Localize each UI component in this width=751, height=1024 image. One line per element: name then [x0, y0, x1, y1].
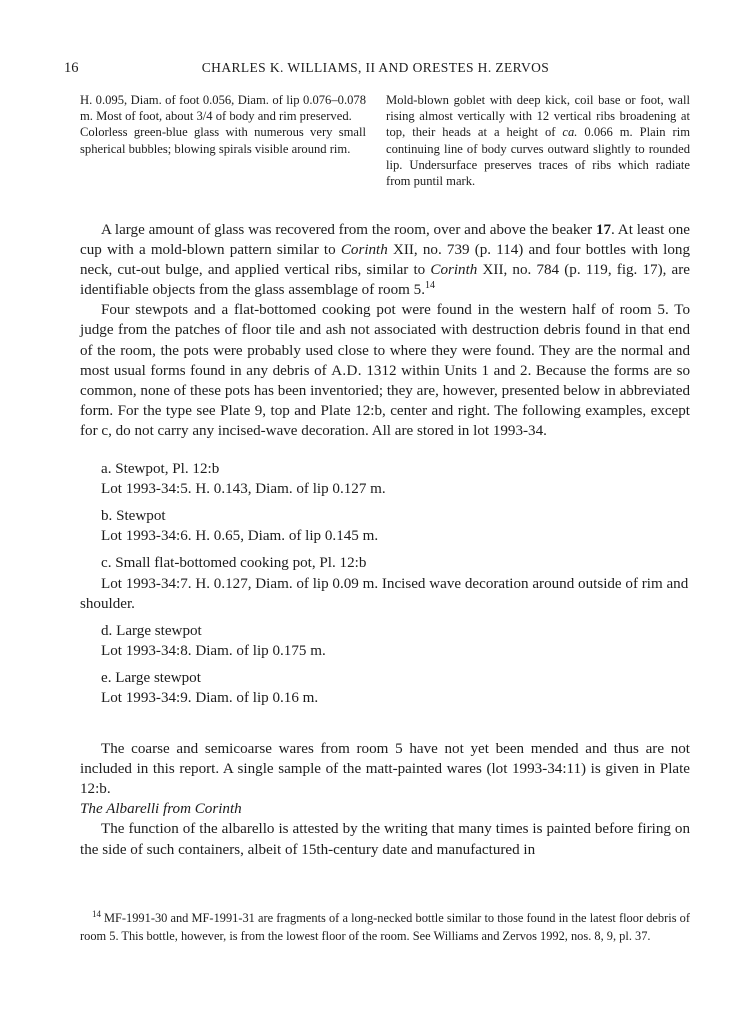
entry-detail: Lot 1993-34:5. H. 0.143, Diam. of lip 0.127 m.: [101, 481, 386, 498]
entry-title: c. Small flat-bottomed cooking pot, Pl. 12:b: [101, 555, 367, 572]
body-text: [80, 220, 690, 860]
paragraph-stewpots: Four stewpots and a flat-bottomed cooking pot were found in the western half of room 5. To judge from the patches of floor tile and ash not associated with destruction debris found in that end of the room, the pots were probably used close to where they were found. They are the normal and most usual forms found in any debris of A.D. 1312 within Units 1 and 2. Because the forms are so common, none of these pots has been inventoried; they are, however, presented below in abbreviated form. For the type see Plate 9, top and Plate 12:b, center and right. The following examples, except for c, do not carry any incised-wave decoration. All are stored in lot 1993-34.: [80, 302, 690, 439]
entry-detail: Lot 1993-34:6. H. 0.65, Diam. of lip 0.145 m.: [101, 528, 379, 545]
paragraph-albarello: The function of the albarello is attested by the writing that many times is painted before firing on the side of such containers, albeit of 15th-century date and manufactured in: [80, 821, 690, 858]
list-item: [80, 668, 690, 708]
entry-detail: Lot 1993-34:9. Diam. of lip 0.16 m.: [101, 689, 319, 706]
entry-detail: Lot 1993-34:7. H. 0.127, Diam. of lip 0.09 m. Incised wave decoration around outside of rim and shoulder.: [80, 575, 689, 612]
footnote-text: MF-1991-30 and MF-1991-31 are fragments of a long-necked bottle similar to those found in the latest floor debris of room 5. This bottle, however, is from the lowest floor of the room. See Williams and Zervos 1992, nos. 8, 9, pl. 37.: [80, 911, 690, 943]
footnote-marker: 14: [92, 909, 101, 919]
footnote: [80, 905, 690, 945]
list-item: [80, 553, 690, 613]
list-item: [80, 506, 690, 546]
section-heading: The Albarelli from Corinth: [80, 801, 242, 818]
catalog-left-column: [80, 92, 366, 157]
catalog-right-column: [386, 92, 690, 189]
catalog-description: Mold-blown goblet with deep kick, coil base or foot, wall rising almost vertically with 12 vertical ribs broadening at top, their heads at a height of ca. 0.066 m. Plain rim continuing line of body curves outward slightly to rounded lip. Undersurface preserves traces of ribs which radiate from puntil mark.: [386, 93, 690, 189]
catalog-dimensions: H. 0.095, Diam. of foot 0.056, Diam. of lip 0.076–0.078 m. Most of foot, about 3/4 of body and rim preserved.: [80, 93, 366, 124]
catalog-fabric: Colorless green-blue glass with numerous very small spherical bubbles; blowing spirals visible around rim.: [80, 125, 366, 156]
pot-list: [80, 459, 690, 708]
paragraph-glass: A large amount of glass was recovered from the room, over and above the beaker 17. At least one cup with a mold-blown pattern similar to Corinth XII, no. 739 (p. 114) and four bottles with long neck, cut-out bulge, and applied vertical ribs, similar to Corinth XII, no. 784 (p. 119, fig. 17), are identifiable objects from the glass assemblage of room 5.14: [80, 222, 690, 299]
entry-title: e. Large stewpot: [101, 669, 201, 686]
page-number: 16: [64, 60, 79, 76]
entry-title: b. Stewpot: [101, 508, 166, 525]
list-item: [80, 621, 690, 661]
list-item: [80, 459, 690, 499]
entry-title: a. Stewpot, Pl. 12:b: [101, 461, 220, 478]
entry-title: d. Large stewpot: [101, 622, 202, 639]
paragraph-coarse-wares: The coarse and semicoarse wares from room 5 have not yet been mended and thus are not included in this report. A single sample of the matt-painted wares (lot 1993-34:11) is given in Plate 12:b.: [80, 741, 690, 798]
entry-detail: Lot 1993-34:8. Diam. of lip 0.175 m.: [101, 642, 326, 659]
running-head: CHARLES K. WILLIAMS, II AND ORESTES H. ZERVOS: [201, 60, 550, 75]
page-header: [64, 60, 687, 80]
catalog-number-ref: 17: [595, 222, 612, 238]
footnote-ref[interactable]: 14: [424, 280, 435, 292]
